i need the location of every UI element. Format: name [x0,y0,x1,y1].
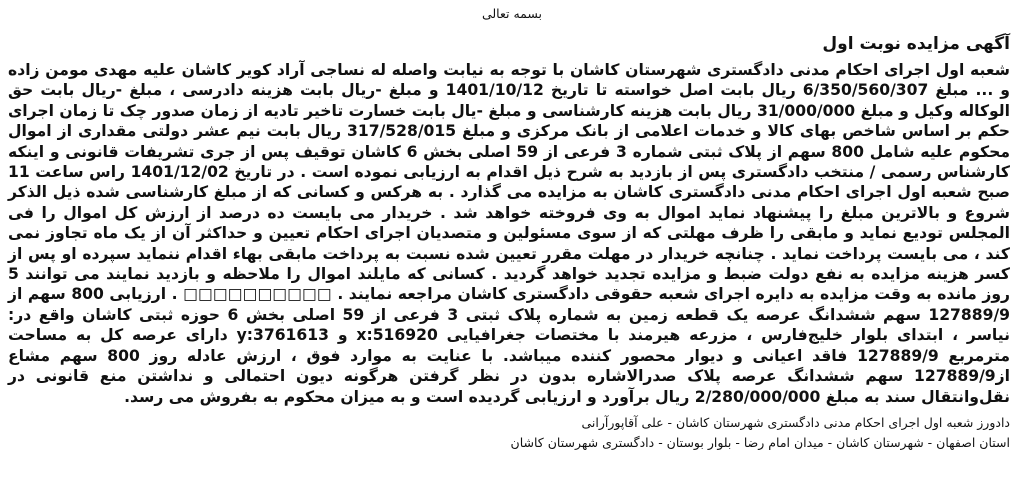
footer-address: استان اصفهان - شهرستان کاشان - میدان امام رضا - بلوار بوستان - دادگستری شهرستان کاشان [510,435,1010,450]
notice-body-text: شعبه اول اجرای احکام مدنی دادگستری شهرستان کاشان با توجه به نیابت واصله له نساجی آراد کویر کاشان علیه مهدی مومن زاده و ... مبلغ 6/350/560/307 ریال بابت اصل خواسته تا تاریخ 1401/10/12 و مبلغ -ریال بابت هزینه دادرسی ، مبلغ -ریال بابت حق الوکاله وکیل و مبلغ 31/000/000 ریال بابت هزینه کارشناسی و مبلغ -یال بابت خسارت تاخیر تادیه از زمان صدور چک تا زمان اجرای حکم بر اساس شاخص بهای کالا و خدمات اعلامی از بانک مرکزی و مبلغ 317/528/015 ریال بابت نیم عشر دولتی مقداری از اموال محکوم علیه شامل 800 سهم از پلاک ثبتی شماره 3 فرعی از 59 اصلی بخش 6 کاشان توقیف پس از جری تشریفات قانونی و اینکه کارشناس رسمی / منتخب دادگستری پس از بازدید به شرح ذیل اقدام به ارزیابی نموده است . در تاریخ 1401/12/02 راس ساعت 11 صبح شعبه اول اجرای احکام مدنی دادگستری کاشان به مزایده می گذارد . به هرکس و کسانی که از مبلغ کارشناسی شده ذیل الذکر شروع و بالاترین مبلغ را پیشنهاد نماید اموال به وی فروخته خواهد شد . خریدار می بایست ده درصد از ارزش کل اموال را فی المجلس تودیع نماید و مابقی را ظرف مهلتی که از سوی مسئولین و متصدیان اجرای احکام تعیین و حداکثر آن از یک ماه تجاوز نمی کند ، می بایست پرداخت نماید . چنانچه خریدار در مهلت مقرر تعیین شده نسبت به پرداخت مابقی بهاء اقدام ننماید سپرده او پس از کسر هزینه مزایده به نفع دولت ضبط و مزایده تجدید خواهد گردید . کسانی که مایلند اموال را ملاحظه و بازدید نمایند می توانند 5 روز مانده به وقت مزایده به دایره اجرای شعبه حقوقی دادگستری کاشان مراجعه نمایند . □□□□□□□□□□ . ارزیابی 800 سهم از 127889/9 سهم ششدانگ عرصه یک قطعه زمین به شماره پلاک ثبتی 3 فرعی از 59 اصلی بخش 6 حوزه ثبتی کاشان واقع در: نیاسر ، ابتدای بلوار خلیج‌فارس ، مزرعه هیرمند با مختصات جغرافیایی x:516920 و y:3761613 دارای عرصه کل به مساحت مترمربع 127889/9 فاقد اعیانی و دیوار محصور کننده میباشد. با عنایت به موارد فوق ، ارزش عادله روز 800 سهم مشاع از127889/9 سهم ششدانگ عرصه پلاک صدرالاشاره بدون در نظر گرفتن هرگونه دیون احتمالی و نداشتن منع قانونی در نقل‌وانتقال سند به مبلغ 2/280/000/000 ریال برآورد و ارزیابی گردیده است و به میزان محکوم به بفروش می رسد. [8,61,1011,406]
notice-footer [8,413,1010,453]
footer-signatory: دادورز شعبه اول اجرای احکام مدنی دادگستری شهرستان کاشان - علی آقاپورآرانی [581,415,1010,430]
bismillah-heading: بسمه تعالی [481,6,543,21]
notice-title: آگهی مزایده نوبت اول [822,34,1010,54]
